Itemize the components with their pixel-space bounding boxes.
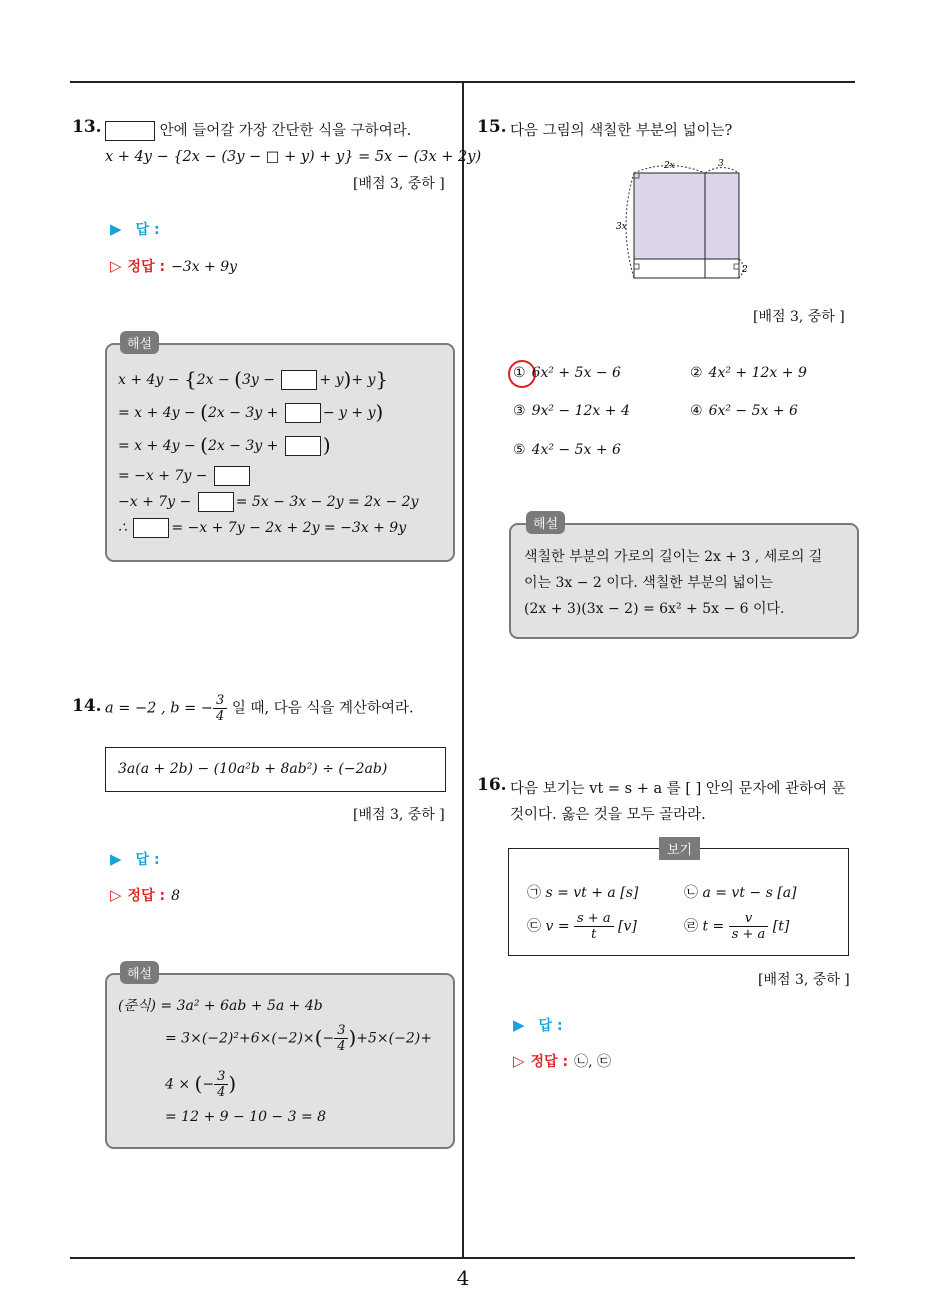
question-16-bogi-box bbox=[508, 843, 849, 956]
question-15-figure bbox=[610, 152, 750, 282]
blank-box bbox=[285, 436, 321, 456]
question-14-expression: 3a(a + 2b) − (10a²b + 8ab²) ÷ (−2ab) bbox=[118, 761, 388, 777]
choice-5[interactable]: ⑤ 4x² − 5x + 6 bbox=[513, 442, 621, 458]
sol15-line-3: (2x + 3)(3x − 2) = 6x² + 5x − 6 이다. bbox=[524, 601, 785, 617]
bogi-item-3: ㉢ v = $\frac{s + a}{t}$ [v] bbox=[527, 911, 637, 942]
question-13-stem bbox=[105, 119, 411, 141]
question-14-condition: a = −2 , b = − bbox=[105, 700, 214, 717]
question-13-stem-text: 안에 들어갈 가장 간단한 식을 구하여라. bbox=[159, 123, 412, 139]
question-14-correct-row bbox=[110, 885, 180, 905]
question-14-meta: [배점 3, 중하 ] bbox=[353, 807, 445, 823]
question-16-correct-row bbox=[513, 1051, 611, 1071]
sol15-line-2: 이는 3x − 2 이다. 색칠한 부분의 넓이는 bbox=[524, 575, 773, 591]
question-15-meta: [배점 3, 중하 ] bbox=[753, 309, 845, 325]
question-13-number: 13. bbox=[72, 117, 102, 137]
bogi-item-4: ㉣ t = $\frac{v}{s + a}$ [t] bbox=[684, 911, 790, 942]
figure-label-left: 3x bbox=[616, 222, 627, 232]
sol14-line-3: 4 × (− $\frac{3}{4}$ ) bbox=[165, 1069, 237, 1100]
sol13-line-3: = x + 4y − (2x − 3y + ) bbox=[118, 433, 331, 457]
play-triangle-icon: ▶ bbox=[110, 850, 122, 868]
sol13-line-1: x + 4y − {2x − (3y − + y)+ y} bbox=[118, 367, 389, 391]
figure-label-right: 2 bbox=[742, 265, 748, 275]
bottom-rule bbox=[70, 1257, 855, 1259]
question-13-equation: x + 4y − {2x − (3y − □ + y) + y} = 5x − (3x + 2y) bbox=[105, 149, 482, 165]
play-triangle-icon: ▶ bbox=[110, 220, 122, 238]
sol13-line-5: −x + 7y − = 5x − 3x − 2y = 2x − 2y bbox=[118, 494, 419, 510]
question-16-answer-row bbox=[513, 1015, 563, 1035]
correct-label: 정답 : bbox=[127, 888, 166, 904]
sol14-line-1: (준식) = 3a² + 6ab + 5a + 4b bbox=[118, 998, 323, 1014]
shaded-region bbox=[634, 173, 739, 259]
open-triangle-icon: ▷ bbox=[513, 1052, 525, 1070]
sol13-line-6: ∴ = −x + 7y − 2x + 2y = −3x + 9y bbox=[118, 520, 407, 536]
answer-label: 답 : bbox=[135, 852, 160, 868]
answer-label: 답 : bbox=[135, 222, 160, 238]
sol15-line-1: 색칠한 부분의 가로의 길이는 2x + 3 , 세로의 길 bbox=[524, 549, 823, 565]
solution-tag: 해설 bbox=[526, 511, 565, 534]
blank-box bbox=[105, 121, 155, 141]
bogi-item-2: ㉡ a = vt − s [a] bbox=[684, 885, 797, 901]
bogi-item-1: ㉠ s = vt + a [s] bbox=[527, 885, 639, 901]
choice-4[interactable]: ④ 6x² − 5x + 6 bbox=[690, 403, 798, 419]
sol14-line-4: = 12 + 9 − 10 − 3 = 8 bbox=[165, 1109, 327, 1125]
blank-box bbox=[214, 466, 250, 486]
play-triangle-icon: ▶ bbox=[513, 1016, 525, 1034]
question-14-solution-panel bbox=[105, 967, 455, 1149]
question-13-solution-panel bbox=[105, 337, 455, 562]
choice-2[interactable]: ② 4x² + 12x + 9 bbox=[690, 365, 807, 381]
open-triangle-icon: ▷ bbox=[110, 257, 122, 275]
bogi-tag: 보기 bbox=[659, 837, 700, 860]
question-13-correct-row bbox=[110, 256, 237, 276]
question-14-answer-row bbox=[110, 849, 160, 869]
sol13-line-2: = x + 4y − (2x − 3y + − y + y) bbox=[118, 400, 384, 424]
question-15-solution-panel bbox=[509, 517, 859, 639]
question-16-stem-line-2: 것이다. 옳은 것을 모두 골라라. bbox=[510, 807, 706, 823]
figure-label-top-left: 2x bbox=[664, 161, 675, 171]
solution-tag: 해설 bbox=[120, 961, 159, 984]
correct-label: 정답 : bbox=[127, 259, 166, 275]
correct-label: 정답 : bbox=[530, 1054, 569, 1070]
question-14-expression-box bbox=[105, 747, 446, 792]
question-16-number: 16. bbox=[477, 775, 507, 795]
open-triangle-icon: ▷ bbox=[110, 886, 122, 904]
correct-value: ㉡, ㉢ bbox=[574, 1054, 611, 1070]
choice-1[interactable]: ① 6x² + 5x − 6 bbox=[513, 365, 621, 381]
answer-label: 답 : bbox=[538, 1018, 563, 1034]
question-15-stem: 다음 그림의 색칠한 부분의 넓이는? bbox=[510, 123, 733, 139]
question-14-stem-text: 일 때, 다음 식을 계산하여라. bbox=[231, 700, 414, 717]
question-14-number: 14. bbox=[72, 696, 102, 716]
blank-box bbox=[198, 492, 234, 512]
question-15-number: 15. bbox=[477, 117, 507, 137]
question-14-stem bbox=[105, 693, 414, 724]
solution-tag: 해설 bbox=[120, 331, 159, 354]
choice-3[interactable]: ③ 9x² − 12x + 4 bbox=[513, 403, 630, 419]
sol14-line-2: = 3×(−2)²+6×(−2)×(− $\frac{3}{4}$ )+5×(−2)+ bbox=[165, 1023, 432, 1054]
blank-box bbox=[285, 403, 321, 423]
question-13-answer-row bbox=[110, 219, 160, 239]
fraction: $\frac{3}{4}$ bbox=[213, 693, 227, 724]
question-13-meta: [배점 3, 중하 ] bbox=[353, 176, 445, 192]
question-16-stem-line-1: 다음 보기는 vt = s + a 를 [ ] 안의 문자에 관하여 푼 bbox=[510, 781, 846, 797]
sol13-line-4: = −x + 7y − bbox=[118, 466, 252, 486]
question-16-meta: [배점 3, 중하 ] bbox=[758, 972, 850, 988]
correct-value: −3x + 9y bbox=[171, 259, 238, 275]
blank-box bbox=[281, 370, 317, 390]
figure-label-top-right: 3 bbox=[718, 159, 724, 169]
blank-box bbox=[133, 518, 169, 538]
correct-value: 8 bbox=[171, 888, 180, 904]
page-number: 4 bbox=[456, 1266, 470, 1290]
column-divider bbox=[462, 83, 464, 1257]
